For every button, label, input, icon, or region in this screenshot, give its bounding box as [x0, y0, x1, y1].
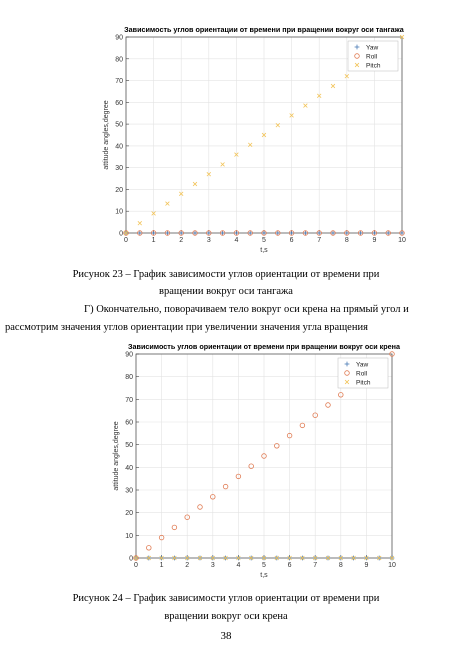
figure-24-caption-line2: вращении вокруг оси крена — [164, 611, 288, 622]
x-tick-label: 8 — [344, 237, 349, 244]
legend-label: Yaw — [366, 44, 379, 52]
y-tick-label: 90 — [125, 351, 133, 359]
x-tick-label: 7 — [317, 237, 322, 244]
x-tick-label: 0 — [124, 237, 128, 244]
figure-23-caption-line1: Рисунок 23 – График зависимости углов ориентации от времени при — [72, 269, 380, 280]
y-axis-label: attitude angles,degree — [113, 421, 120, 491]
y-tick-label: 0 — [129, 555, 133, 563]
legend-label: Pitch — [356, 379, 371, 387]
x-tick-label: 5 — [262, 237, 266, 244]
legend — [348, 41, 398, 71]
x-tick-label: 10 — [398, 237, 406, 244]
y-tick-label: 80 — [125, 374, 133, 382]
y-tick-label: 40 — [115, 143, 123, 151]
page-number: 38 — [220, 630, 232, 642]
figure-24-caption-line1: Рисунок 24 – График зависимости углов ориентации от времени при — [72, 593, 380, 604]
x-tick-label: 8 — [338, 562, 343, 569]
chart-roll-rotation — [100, 342, 420, 584]
chart-pitch-svg — [92, 22, 422, 262]
x-tick-label: 1 — [159, 562, 164, 569]
x-tick-label: 4 — [236, 562, 241, 569]
chart-title: Зависимость углов ориентации от времени при вращении вокруг оси тангажа — [124, 25, 404, 34]
y-tick-label: 80 — [115, 56, 123, 64]
legend-label: Roll — [356, 370, 368, 378]
y-tick-label: 0 — [119, 230, 123, 238]
y-tick-label: 30 — [115, 165, 123, 173]
chart-title: Зависимость углов ориентации от времени при вращении вокруг оси крена — [128, 342, 400, 351]
x-tick-label: 2 — [185, 562, 190, 569]
body-text-line2: рассмотрим значения углов ориентации при увеличении значения угла вращения — [5, 322, 368, 333]
y-tick-label: 30 — [125, 487, 133, 495]
y-tick-label: 70 — [115, 78, 123, 86]
chart-roll-svg — [100, 342, 420, 584]
x-tick-label: 6 — [287, 562, 292, 569]
legend-label: Pitch — [366, 62, 381, 70]
y-tick-label: 70 — [125, 396, 133, 404]
body-text-line1: Г) Окончательно, поворачиваем тело вокруг оси крена на прямый угол и — [84, 304, 409, 315]
x-axis-label: t,s — [260, 572, 268, 579]
legend-label: Yaw — [356, 361, 369, 369]
x-axis-label: t,s — [260, 247, 268, 254]
x-tick-label: 5 — [262, 562, 266, 569]
x-tick-label: 3 — [206, 237, 211, 244]
x-tick-label: 3 — [210, 562, 215, 569]
legend — [338, 358, 388, 388]
y-tick-label: 10 — [115, 208, 123, 216]
y-tick-label: 60 — [125, 419, 133, 427]
x-tick-label: 1 — [151, 237, 156, 244]
y-tick-label: 50 — [125, 442, 133, 450]
y-tick-label: 50 — [115, 121, 123, 129]
y-tick-label: 10 — [125, 532, 133, 540]
x-tick-label: 0 — [134, 562, 138, 569]
figure-23-caption-line2: вращении вокруг оси тангажа — [159, 286, 293, 297]
x-tick-label: 7 — [313, 562, 318, 569]
y-axis-label: attitude angles,degree — [103, 100, 110, 170]
x-tick-label: 4 — [234, 237, 239, 244]
y-tick-label: 20 — [115, 186, 123, 194]
y-tick-label: 40 — [125, 464, 133, 472]
y-tick-label: 60 — [115, 99, 123, 107]
y-tick-label: 20 — [125, 510, 133, 518]
x-tick-label: 9 — [364, 562, 369, 569]
y-tick-label: 90 — [115, 34, 123, 42]
legend-label: Roll — [366, 53, 378, 61]
x-tick-label: 6 — [289, 237, 294, 244]
x-tick-label: 9 — [372, 237, 377, 244]
x-tick-label: 2 — [179, 237, 184, 244]
x-tick-label: 10 — [388, 562, 396, 569]
chart-pitch-rotation — [92, 22, 422, 262]
